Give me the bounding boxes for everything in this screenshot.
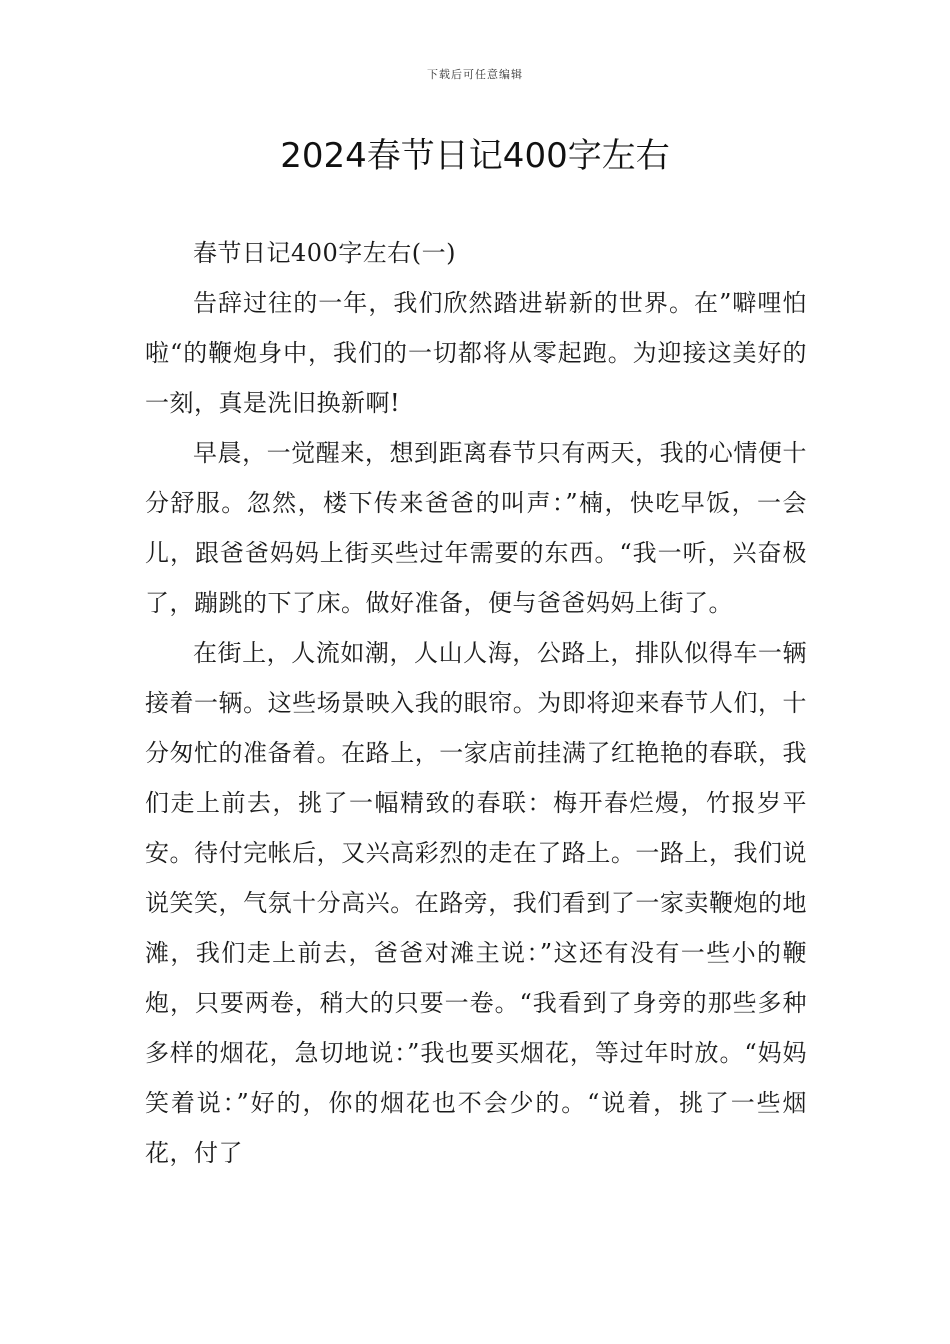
paragraph: 告辞过往的一年，我们欣然踏进崭新的世界。在”噼哩怕啦“的鞭炮身中，我们的一切都将从零起跑。为迎接这美好的一刻，真是洗旧换新啊! [145,289,807,417]
document-body [145,228,807,1178]
section-subtitle: 春节日记400字左右(一) [193,239,457,267]
paragraph: 在街上，人流如潮，人山人海，公路上，排队似得车一辆接着一辆。这些场景映入我的眼帘。为即将迎来春节人们，十分匆忙的准备着。在路上，一家店前挂满了红艳艳的春联，我们走上前去，挑了一幅精致的春联：梅开春烂熳，竹报岁平安。待付完帐后，又兴高彩烈的走在了路上。一路上，我们说说笑笑，气氛十分高兴。在路旁，我们看到了一家卖鞭炮的地滩，我们走上前去，爸爸对滩主说：”这还有没有一些小的鞭炮，只要两卷，稍大的只要一卷。“我看到了身旁的那些多种多样的烟花，急切地说：”我也要买烟花，等过年时放。“妈妈笑着说：”好的，你的烟花也不会少的。“说着，挑了一些烟花，付了 [145,639,807,1167]
document-title: 2024春节日记400字左右 [280,136,670,176]
header-note: 下载后可任意编辑 [427,68,523,81]
paragraph: 早晨，一觉醒来，想到距离春节只有两天，我的心情便十分舒服。忽然，楼下传来爸爸的叫声：”楠，快吃早饭，一会儿，跟爸爸妈妈上街买些过年需要的东西。“我一听，兴奋极了，蹦跳的下了床。做好准备，便与爸爸妈妈上街了。 [145,439,807,617]
